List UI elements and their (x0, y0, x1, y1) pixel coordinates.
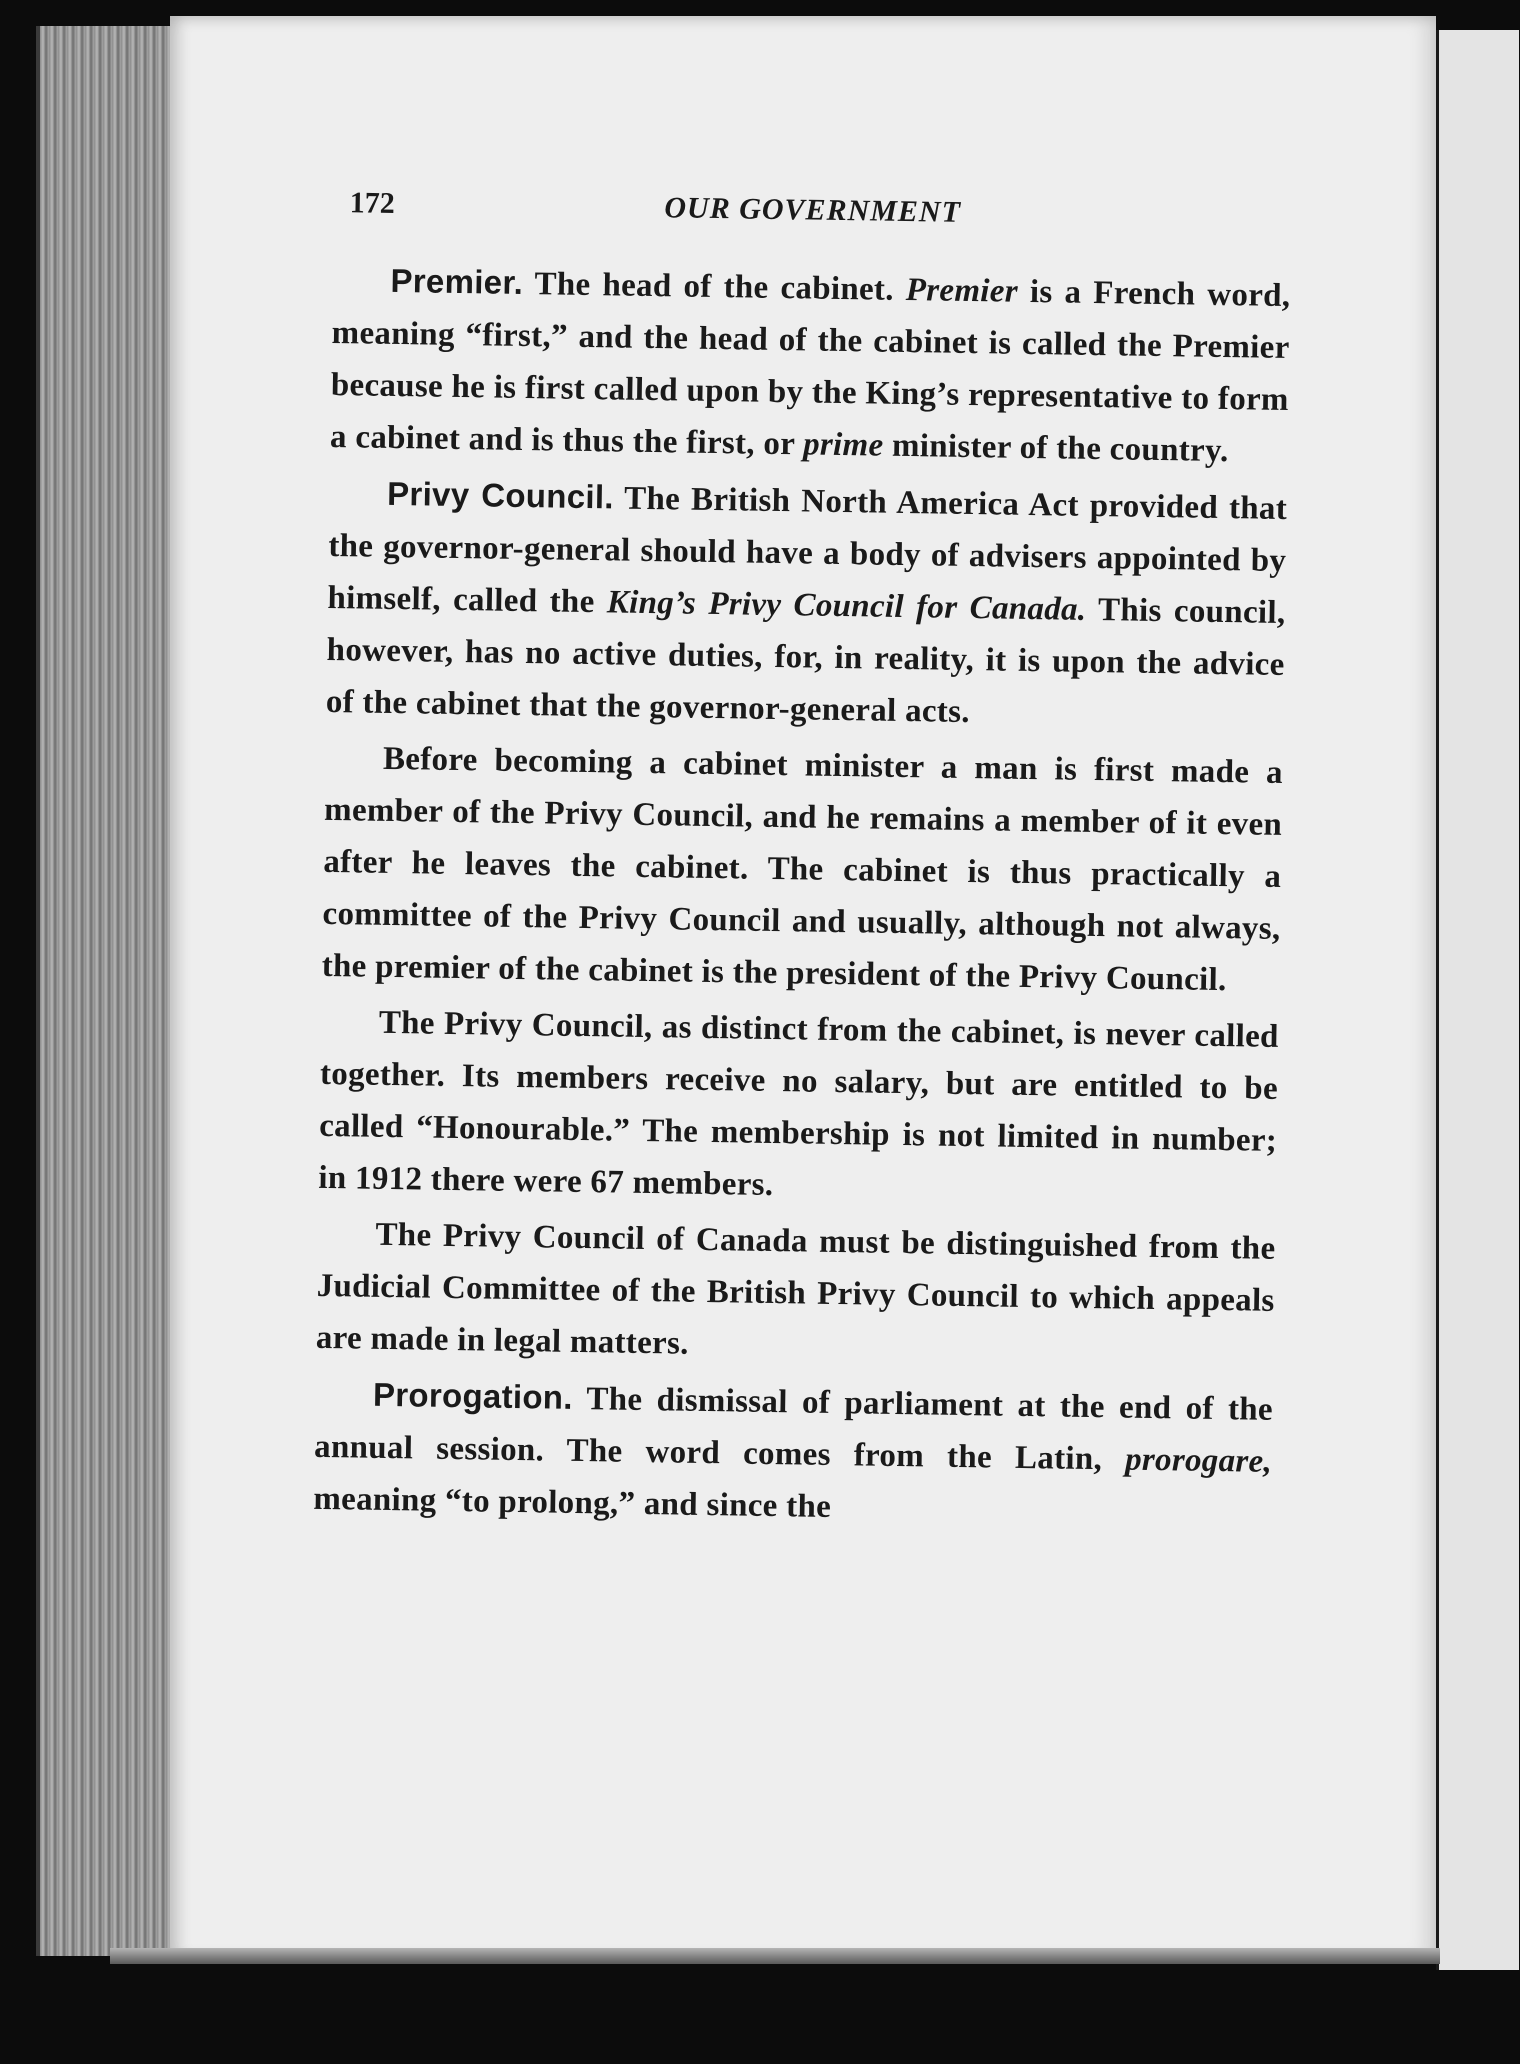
entry-privy-council (325, 467, 1287, 743)
entry-text: The British North America Act provided that the governor-general should have a body of advisers appointed by himself, called the (327, 480, 1288, 621)
entry-premier (330, 254, 1291, 478)
paragraph: Before becoming a cabinet minister a man is first made a member of the Privy Council, and he remains a member of it even after he leaves the cabinet. The cabinet is thus practically a committee of the Privy Council and usually, although not always, the premier of the cabinet is the president of the Privy Council. (321, 740, 1284, 999)
entry-prorogation (313, 1368, 1273, 1540)
running-title: OUR GOVERNMENT (664, 191, 962, 229)
paragraph: The Privy Council of Canada must be distinguished from the Judicial Committee of the British Privy Council to which appeals are made in legal matters. (315, 1216, 1276, 1362)
facing-page-edge (1436, 30, 1519, 1970)
entry-text: is a French word, meaning “first,” and the head of the cabinet is called the Premier because he is first called upon by the King’s representative to form a cabinet and is thus the first, or (329, 273, 1291, 463)
entry-text: meaning “to prolong,” and since the (313, 1480, 832, 1525)
entry-text: This council, however, has no active duties, for, in reality, it is upon the advice of the cabinet that the governor-general acts. (325, 591, 1286, 731)
entry-text: The head of the cabinet. (522, 265, 907, 308)
entry-italic: prime (802, 426, 884, 464)
page-bottom-shadow (110, 1948, 1440, 1964)
page-content (313, 186, 1292, 1544)
entry-text: The dismissal of parliament at the end of the annual session. The word comes from the Latin, (313, 1380, 1274, 1478)
entry-italic: prorogare, (1124, 1441, 1273, 1480)
entry-italic: King’s Privy Council for Canada. (606, 584, 1087, 628)
entry-italic: Premier (905, 271, 1019, 310)
entry-text: minister of the country. (883, 427, 1229, 470)
entry-term: Premier. (390, 261, 524, 301)
page-number: 172 (349, 186, 395, 220)
entry-term: Prorogation. (372, 1375, 574, 1416)
paragraph: The Privy Council, as distinct from the cabinet, is never called together. Its members receive no salary, but are entitled to be called “Honourable.” The membership is not limited in number; in 1912 there were 67 members. (318, 1004, 1280, 1204)
entry-term: Privy Council. (386, 474, 615, 516)
page-edges (36, 26, 190, 1956)
